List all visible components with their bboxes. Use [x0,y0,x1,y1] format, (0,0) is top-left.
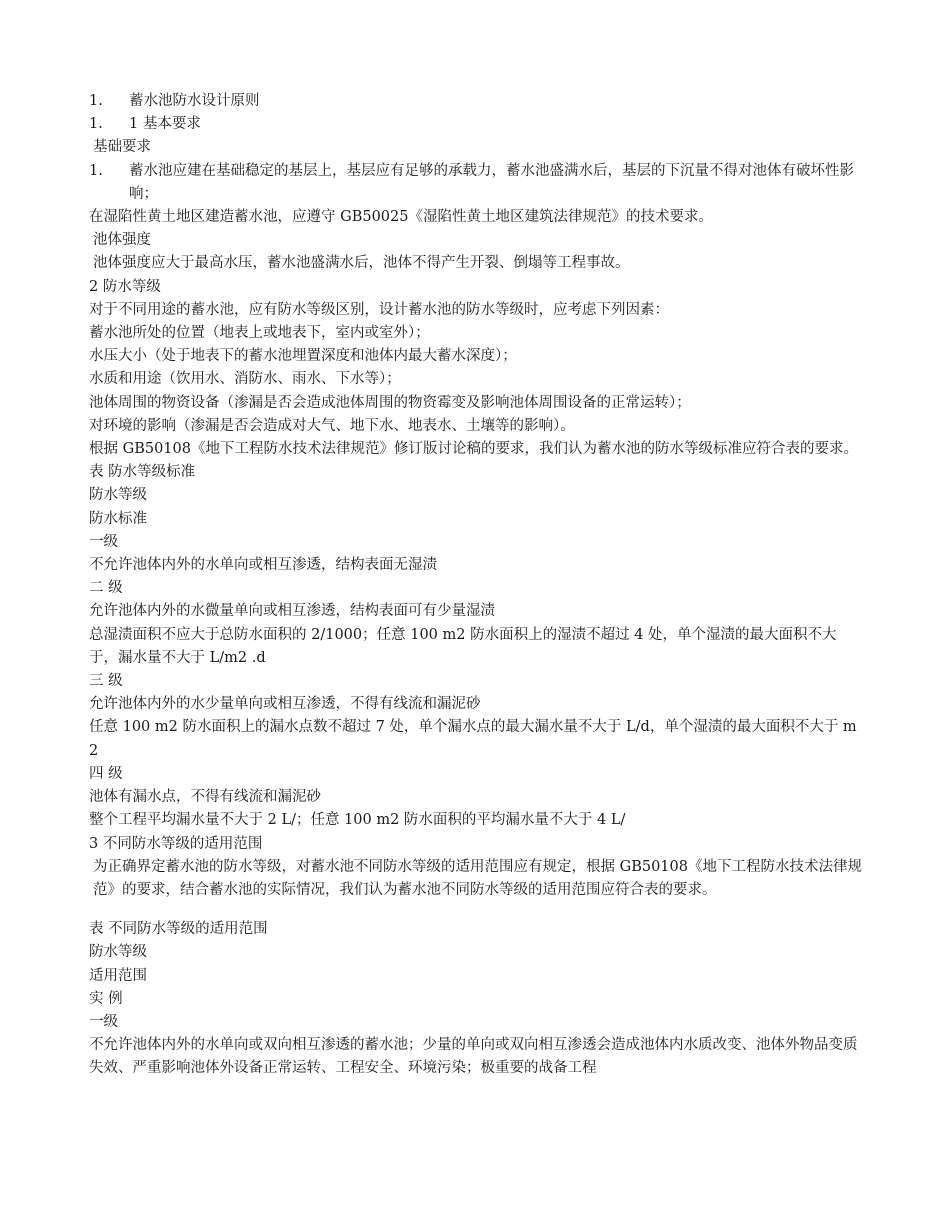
table-cell: 总湿渍面积不应大于总防水面积的 2/1000；任意 100 m2 防水面积上的湿渍不超过 4 处，单个湿渍的最大面积不大于，漏水量不大于 L/m2 .d [89,626,837,666]
list-item [89,160,864,206]
table-cell: 三 级 [89,673,123,690]
paragraph: 水压大小（处于地表下的蓄水池埋置深度和池体内最大蓄水深度）； [89,348,517,365]
heading-number: 1. [89,93,103,109]
paragraph: 对环境的影响（渗漏是否会造成对大气、地下水、地表水、土壤等的影响）。 [89,417,575,434]
paragraph: 对于不同用途的蓄水池，应有防水等级区别，设计蓄水池的防水等级时，应考虑下列因素： [89,301,669,318]
paragraph: 根据 GB50108《地下工程防水技术法律规范》修订版讨论稿的要求，我们认为蓄水池的防水等级标准应符合表的要求。 [89,441,858,458]
subheading-text: 1 基本要求 [129,116,201,133]
table-caption: 表 不同防水等级的适用范围 [89,921,268,938]
paragraph: 池体周围的物资设备（渗漏是否会造成池体周围的物资霉变及影响池体周围设备的正常运转）； [89,394,691,411]
section-heading: 3 不同防水等级的适用范围 [89,835,263,852]
table-cell: 防水等级 [89,944,147,961]
subheading-number: 1. [89,116,103,133]
paragraph: 蓄水池所处的位置（地表上或地表下，室内或室外）； [89,325,430,342]
document-page [89,90,864,1081]
heading-text: 蓄水池防水设计原则 [129,93,260,109]
table-cell: 允许池体内外的水微量单向或相互渗透，结构表面可有少量湿渍 [89,603,495,620]
table-cell: 整个工程平均漏水量不大于 2 L/；任意 100 m2 防水面积的平均漏水量不大于 4 L/ [89,812,626,829]
table-cell: 任意 100 m2 防水面积上的漏水点数不超过 7 处，单个漏水点的最大漏水量不大于 L/d，单个湿渍的最大面积不大于 m2 [89,719,857,759]
blank-line [89,902,864,918]
table-cell: 四 级 [89,765,123,782]
list-item-number: 1. [89,162,103,179]
paragraph: 在湿陷性黄土地区建造蓄水池，应遵守 GB50025《湿陷性黄土地区建筑法律规范》的技术要求。 [89,209,713,226]
paragraph: 池体强度应大于最高水压，蓄水池盛满水后，池体不得产生开裂、倒塌等工程事故。 [93,255,630,272]
table-cell: 二 级 [89,580,123,597]
table-cell: 允许池体内外的水少量单向或相互渗透，不得有线流和漏泥砂 [89,696,481,713]
paragraph: 池体强度 [93,232,151,249]
table-cell: 适用范围 [89,967,147,984]
subheading-1-1 [89,113,864,136]
table-cell: 池体有漏水点，不得有线流和漏泥砂 [89,789,321,806]
list-item-text: 蓄水池应建在基础稳定的基层上，基层应有足够的承载力，蓄水池盛满水后，基层的下沉量不得对池体有破坏性影响； [129,162,854,202]
table-caption: 表 防水等级标准 [89,464,196,481]
table-cell: 一级 [89,533,118,550]
paragraph: 基础要求 [93,139,151,156]
paragraph: 水质和用途（饮用水、消防水、雨水、下水等）； [89,371,401,388]
table-cell: 防水等级 [89,487,147,504]
heading-1 [89,90,864,113]
section-heading: 2 防水等级 [89,278,161,295]
paragraph: 为正确界定蓄水池的防水等级，对蓄水池不同防水等级的适用范围应有规定，根据 GB50108《地下工程防水技术法律规范》的要求，结合蓄水池的实际情况，我们认为蓄水池不同防水等级的适用范围应符合表的要求。 [93,858,862,898]
table-cell: 不允许池体内外的水单向或相互渗透，结构表面无湿渍 [89,557,437,574]
table-cell: 一级 [89,1013,118,1030]
table-cell: 实 例 [89,990,123,1007]
table-cell: 不允许池体内外的水单向或双向相互渗透的蓄水池；少量的单向或双向相互渗透会造成池体内水质改变、池体外物品变质失效、严重影响池体外设备正常运转、工程安全、环境污染；极重要的战备工程 [89,1037,858,1077]
table-cell: 防水标准 [89,510,147,527]
